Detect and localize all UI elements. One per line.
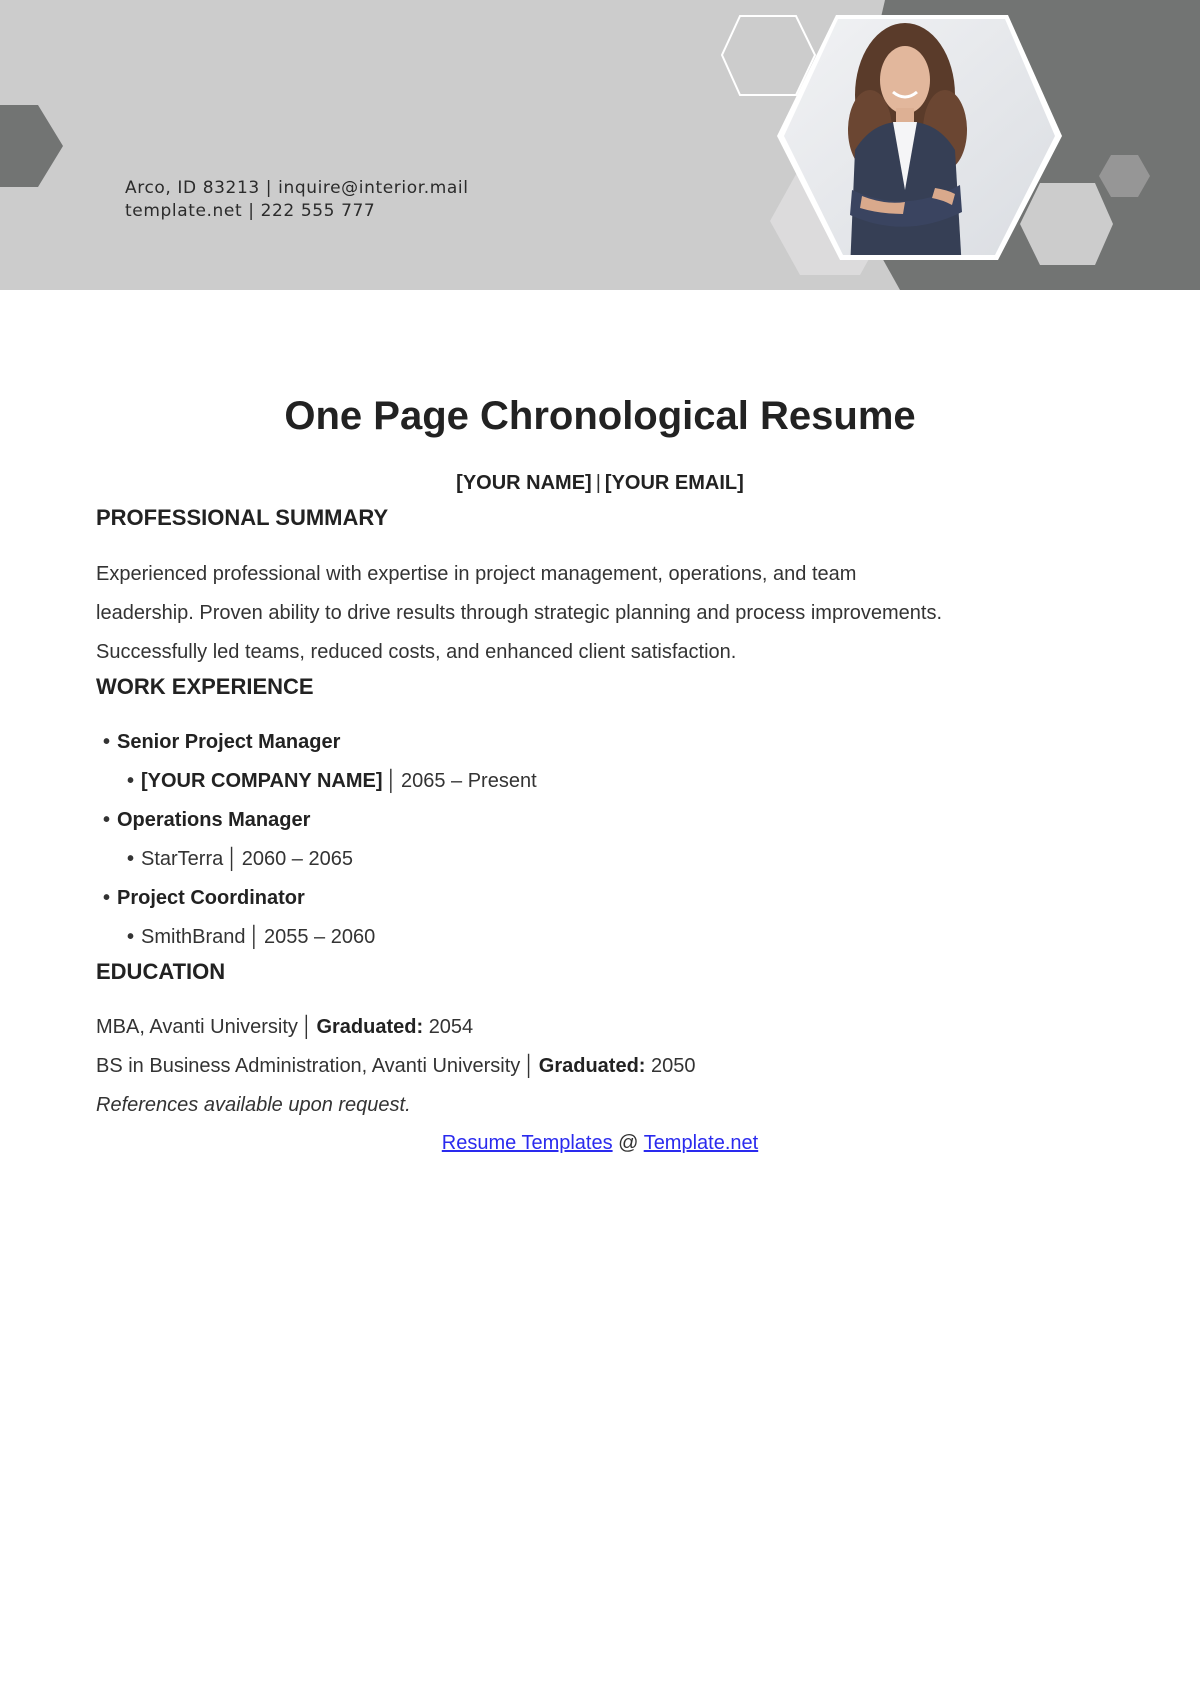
template-net-link[interactable]: Template.net: [643, 1132, 759, 1154]
name-email-line: [0, 472, 1200, 495]
separator: │: [385, 770, 398, 792]
references-note: References available upon request.: [96, 1094, 411, 1116]
job-company: [YOUR COMPANY NAME]: [141, 770, 383, 792]
job-title: Operations Manager: [117, 809, 311, 831]
separator: │: [300, 1016, 314, 1038]
job-dates: 2055 – 2060: [264, 926, 376, 948]
header-banner: [0, 0, 1200, 290]
job-company-item: [127, 848, 353, 871]
bullet-icon: •: [127, 770, 135, 792]
summary-line: Successfully led teams, reduced costs, and enhanced client satisfaction.: [96, 641, 737, 663]
degree: MBA, Avanti University: [96, 1016, 298, 1038]
job-title-item: [103, 887, 305, 910]
resume-templates-link[interactable]: Resume Templates: [441, 1132, 613, 1154]
contact-line-website-phone: template.net | 222 555 777: [125, 201, 376, 221]
contact-line-address-email: Arco, ID 83213 | inquire@interior.mail: [125, 178, 469, 198]
separator: │: [523, 1055, 536, 1077]
job-title: Project Coordinator: [117, 887, 305, 909]
job-title-item: [103, 809, 310, 832]
left-hexagon-shape: [0, 105, 63, 187]
summary-line: leadership. Proven ability to drive results through strategic planning and process improvements.: [96, 602, 942, 624]
page-title: One Page Chronological Resume: [284, 394, 916, 438]
job-dates: 2060 – 2065: [241, 848, 353, 870]
job-company: StarTerra: [141, 848, 224, 870]
graduated-label: Graduated:: [538, 1055, 646, 1077]
education-entry: [96, 1055, 696, 1078]
name-placeholder: [YOUR NAME]: [456, 472, 592, 494]
separator: │: [226, 848, 239, 870]
email-placeholder: [YOUR EMAIL]: [604, 472, 744, 494]
bullet-icon: •: [127, 926, 135, 948]
graduation-year: 2050: [651, 1055, 696, 1077]
summary-paragraph: [96, 555, 1106, 672]
job-company: SmithBrand: [141, 926, 246, 948]
at-symbol: @: [618, 1132, 639, 1154]
section-heading-summary: PROFESSIONAL SUMMARY: [96, 505, 389, 530]
job-company-item: [127, 770, 537, 793]
job-company-item: [127, 926, 375, 949]
separator: │: [248, 926, 261, 948]
footer-links: [0, 1132, 1200, 1155]
hexagon-decoration: [0, 0, 1200, 290]
section-heading-experience: WORK EXPERIENCE: [96, 674, 314, 699]
bullet-icon: •: [103, 809, 111, 831]
job-dates: 2065 – Present: [400, 770, 537, 792]
education-entry: [96, 1016, 473, 1039]
separator: |: [595, 472, 601, 494]
contact-info: [125, 177, 469, 223]
job-title-item: [103, 731, 340, 754]
summary-line: Experienced professional with expertise in project management, operations, and team: [96, 563, 857, 585]
job-title: Senior Project Manager: [117, 731, 341, 753]
graduation-year: 2054: [428, 1016, 474, 1038]
bullet-icon: •: [103, 731, 111, 753]
graduated-label: Graduated:: [316, 1016, 424, 1038]
degree: BS in Business Administration, Avanti University: [96, 1055, 521, 1077]
bullet-icon: •: [103, 887, 111, 909]
bullet-icon: •: [127, 848, 135, 870]
section-heading-education: EDUCATION: [96, 959, 226, 984]
